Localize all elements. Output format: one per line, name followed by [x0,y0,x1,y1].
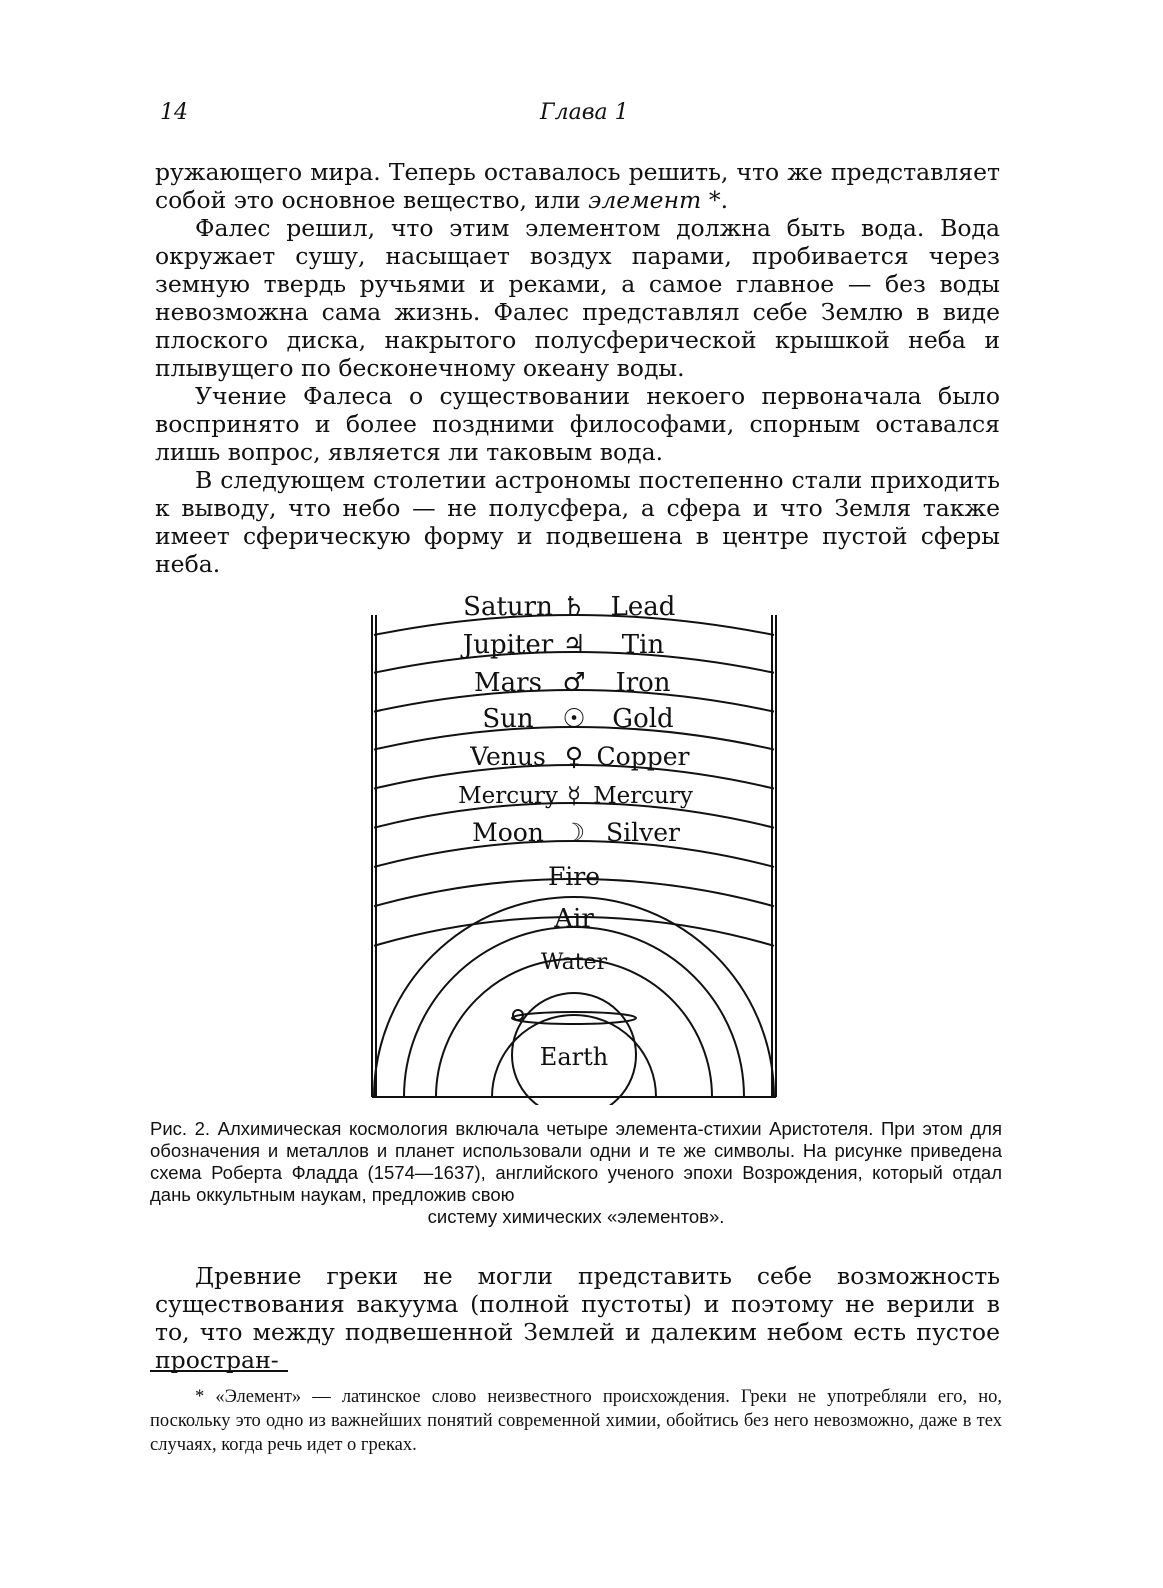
planet-symbol-icon: ☽ [562,818,586,847]
running-header: Глава 1 [540,100,629,125]
paragraph-text: ружающего мира. Теперь оставалось решить, что же представляет собой это основное вещество, или [155,158,1000,214]
metal-label: Mercury [593,783,693,809]
paragraph: В следующем столетии астрономы постепенно стали приходить к выводу, что небо — не полусфера, а сфера и что Земля также имеет сферическую форму и подвешена в центре пустой сферы неба. [155,466,1000,578]
planet-symbol-icon: ♀ [564,742,584,771]
water-sphere [436,959,712,1097]
element-label: Earth [539,1043,609,1071]
planet-label: Jupiter [462,630,554,660]
metal-label: Lead [610,592,676,622]
paragraph [155,158,1000,214]
element-label: Water [540,950,608,975]
footnote [150,1385,1002,1457]
footnote-divider [150,1370,288,1372]
footnote-text: * «Элемент» — латинское слово неизвестного происхождения. Греки не употребляли его, но, поскольку это одно из важнейших понятий современной химии, обойтись без него невозможно, даже в тех случаях, когда речь идет о греках. [150,1387,1002,1455]
page-number: 14 [160,100,188,125]
planet-symbol-icon: ♂ [562,668,586,698]
paragraph: Учение Фалеса о существовании некоего первоначала было воспринято и более поздними философами, спорным оставался лишь вопрос, является ли таковым вода. [155,382,1000,466]
planet-label: Venus [470,742,546,771]
body-text-bottom [155,1262,1000,1374]
human-figure [512,1012,636,1024]
planet-label: Mars [474,668,542,698]
planet-symbol-icon: ♃ [562,630,586,660]
body-text-top [155,158,1000,578]
caption-last-line: систему химических «элементов». [427,1206,725,1227]
planet-label: Sun [482,704,534,734]
figure-caption [150,1118,1002,1228]
alchemical-cosmology-figure [368,585,780,1105]
metal-label: Tin [621,630,665,660]
element-label: Air [554,904,594,934]
metal-label: Copper [596,742,690,771]
planet-label: Saturn [463,592,553,622]
element-label: Fire [547,862,601,891]
planet-label: Mercury [458,783,558,809]
footnote-marker: *. [701,186,729,214]
caption-text: Рис. 2. Алхимическая космология включала четыре элемента-стихии Аристотеля. При этом для обозначения и металлов и планет использовали одни и те же символы. На рисунке приведена схема Роберта Фладда (1574—1637), английского ученого эпохи Возрождения, который отдал дань оккультным наукам, предложив свою [150,1118,1002,1205]
metal-label: Iron [615,668,671,698]
emphasis-term: элемент [588,186,702,214]
planet-symbol-icon: ♄ [562,592,586,622]
planet-symbol-icon: ☿ [566,783,582,809]
planet-symbol-icon: ☉ [562,704,586,734]
metal-label: Gold [612,704,674,734]
paragraph: Фалес решил, что этим элементом должна быть вода. Вода окружает сушу, насыщает воздух парами, пробивается через земную твердь ручьями и реками, а самое главное — без воды невозможна сама жизнь. Фалес представлял себе Землю в виде плоского диска, накрытого полусферической крышкой неба и плывущего по бесконечному океану воды. [155,214,1000,382]
paragraph: Древние греки не могли представить себе возможность существования вакуума (полной пустоты) и поэтому не верили в то, что между подвешенной Землей и далеким небом есть пустое простран- [155,1262,1000,1374]
metal-label: Silver [606,818,680,847]
planet-label: Moon [472,818,544,847]
